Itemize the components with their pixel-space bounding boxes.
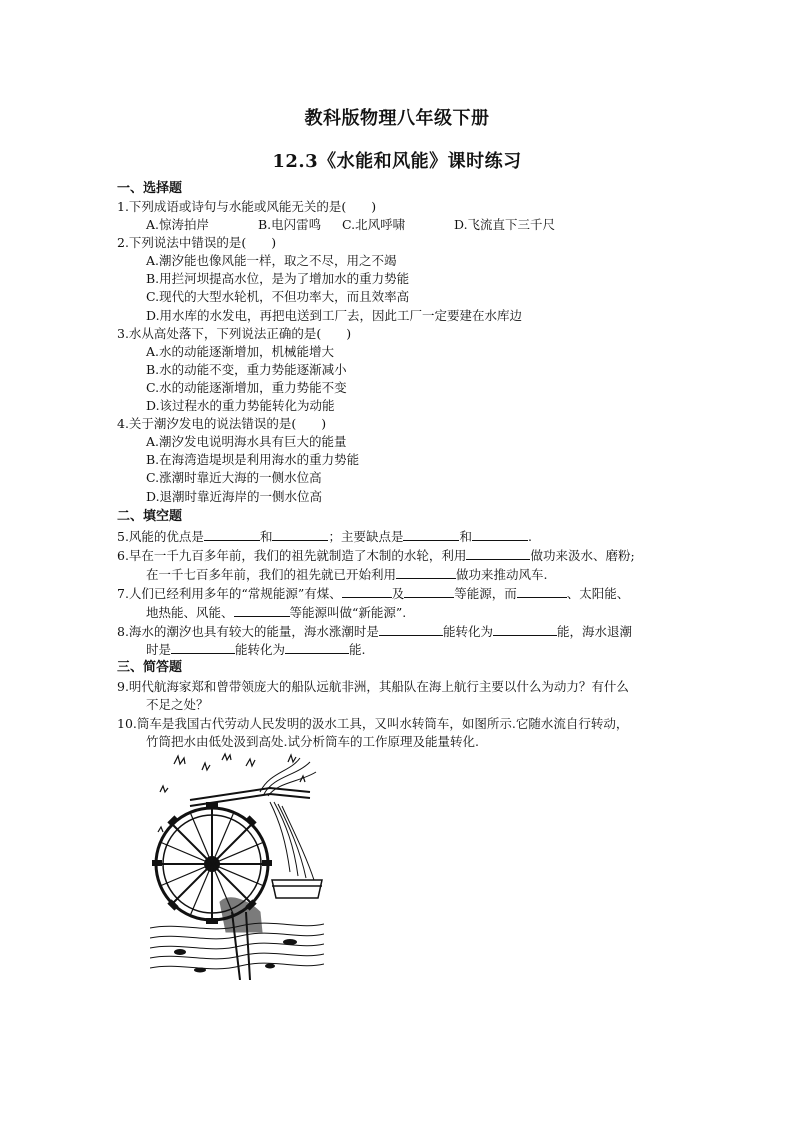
question-7-text-f: 等能源叫做“新能源”. — [289, 605, 407, 620]
question-1-stem: 1.下列成语或诗句与水能或风能无关的是( ) — [117, 199, 377, 214]
question-9-line-2: 不足之处？ — [146, 697, 209, 712]
question-7-text-a: 7.人们已经利用多年的“常规能源”有煤、 — [117, 586, 342, 601]
question-1-option-a: A.惊涛拍岸 — [146, 217, 210, 232]
question-10-line-2: 竹筒把水由低处汲到高处.试分析筒车的工作原理及能量转化. — [146, 734, 479, 749]
section-heading-choice: 一、选择题 — [117, 181, 183, 196]
question-5-text-e: . — [527, 529, 532, 544]
water-wheel-illustration — [150, 752, 324, 980]
question-5-text-a: 5.风能的优点是 — [117, 529, 204, 544]
question-1-option-b: B.电闪雷鸣 — [258, 217, 322, 232]
question-5-blank-2[interactable] — [272, 528, 328, 541]
section-heading-fill: 二、填空题 — [117, 509, 183, 524]
question-5 — [117, 528, 532, 545]
question-2-option-d: D.用水库的水发电，再把电送到工厂去，因此工厂一定要建在水库边 — [146, 308, 523, 323]
question-6-blank-2[interactable] — [396, 566, 456, 579]
question-1-options — [146, 217, 555, 233]
question-7-line-2 — [146, 604, 406, 621]
question-6-line-1 — [117, 547, 635, 564]
question-7-blank-3[interactable] — [517, 585, 567, 598]
question-8-text-b: 能转化为 — [442, 624, 493, 639]
question-6-text-b: 做功来汲水、磨粉; — [530, 548, 635, 563]
question-4-option-b: B.在海湾造堤坝是利用海水的重力势能 — [146, 452, 360, 467]
question-8-text-c: 能，海水退潮 — [556, 624, 632, 639]
question-5-blank-3[interactable] — [403, 528, 459, 541]
question-7-blank-1[interactable] — [342, 585, 392, 598]
question-5-blank-4[interactable] — [472, 528, 528, 541]
question-3-option-b: B.水的动能不变，重力势能逐渐减小 — [146, 362, 347, 377]
question-1-option-d: D.飞流直下三千尺 — [454, 217, 556, 232]
question-3-option-c: C.水的动能逐渐增加，重力势能不变 — [146, 380, 347, 395]
question-8-text-a: 8.海水的潮汐也具有较大的能量，海水涨潮时是 — [117, 624, 379, 639]
question-3-option-d: D.该过程水的重力势能转化为动能 — [146, 398, 335, 413]
question-7-text-c: 等能源，而 — [454, 586, 517, 601]
question-5-text-d: 和 — [459, 529, 472, 544]
question-7-blank-2[interactable] — [404, 585, 454, 598]
question-8-blank-3[interactable] — [171, 641, 235, 654]
question-5-text-c: ；主要缺点是 — [328, 529, 404, 544]
question-4-stem: 4.关于潮汐发电的说法错误的是( ) — [117, 416, 327, 431]
question-8-text-e: 能转化为 — [235, 642, 286, 657]
question-4-option-c: C.涨潮时靠近大海的一侧水位高 — [146, 470, 322, 485]
question-2-option-a: A.潮汐能也像风能一样，取之不尽，用之不竭 — [146, 253, 397, 268]
question-8-line-1 — [117, 623, 632, 640]
question-8-line-2 — [146, 641, 366, 658]
question-6-line-2 — [146, 566, 548, 583]
question-2-option-c: C.现代的大型水轮机，不但功率大，而且效率高 — [146, 289, 410, 304]
question-6-blank-1[interactable] — [466, 547, 530, 560]
section-heading-short-answer: 三、简答题 — [117, 660, 183, 675]
question-3-stem: 3.水从高处落下，下列说法正确的是( ) — [117, 326, 352, 341]
question-8-blank-2[interactable] — [493, 623, 557, 636]
question-5-text-b: 和 — [259, 529, 273, 544]
question-8-blank-1[interactable] — [379, 623, 443, 636]
question-8-text-f: 能. — [349, 642, 366, 657]
question-4-option-a: A.潮汐发电说明海水具有巨大的能量 — [146, 434, 347, 449]
question-6-text-c: 在一千七百多年前，我们的祖先就已开始利用 — [146, 567, 397, 582]
document-title: 教科版物理八年级下册 — [304, 108, 490, 129]
question-7-text-d: 、太阳能、 — [566, 586, 630, 601]
question-6-text-d: 做功来推动风车. — [456, 567, 548, 582]
question-2-option-b: B.用拦河坝提高水位，是为了增加水的重力势能 — [146, 271, 410, 286]
question-7-text-e: 地热能、风能、 — [146, 605, 234, 620]
question-8-blank-4[interactable] — [285, 641, 349, 654]
question-10-line-1: 10.筒车是我国古代劳动人民发明的汲水工具，又叫水转筒车，如图所示.它随水流自行转动， — [117, 716, 629, 731]
question-9-line-1: 9.明代航海家郑和曾带领庞大的船队远航非洲，其船队在海上航行主要以什么为动力？有什么 — [117, 679, 629, 694]
question-2-stem: 2.下列说法中错误的是( ) — [117, 235, 277, 250]
question-8-text-d: 时是 — [146, 642, 172, 657]
question-7-text-b: 及 — [391, 586, 405, 601]
question-6-text-a: 6.早在一千九百多年前，我们的祖先就制造了木制的水轮，利用 — [117, 548, 467, 563]
question-3-option-a: A.水的动能逐渐增加，机械能增大 — [146, 344, 335, 359]
question-4-option-d: D.退潮时靠近海岸的一侧水位高 — [146, 489, 323, 504]
question-7-blank-4[interactable] — [234, 604, 290, 617]
question-7-line-1 — [117, 585, 629, 602]
document-subtitle: 12.3《水能和风能》课时练习 — [272, 151, 522, 172]
question-5-blank-1[interactable] — [204, 528, 260, 541]
question-1-option-c: C.北风呼啸 — [342, 217, 406, 232]
